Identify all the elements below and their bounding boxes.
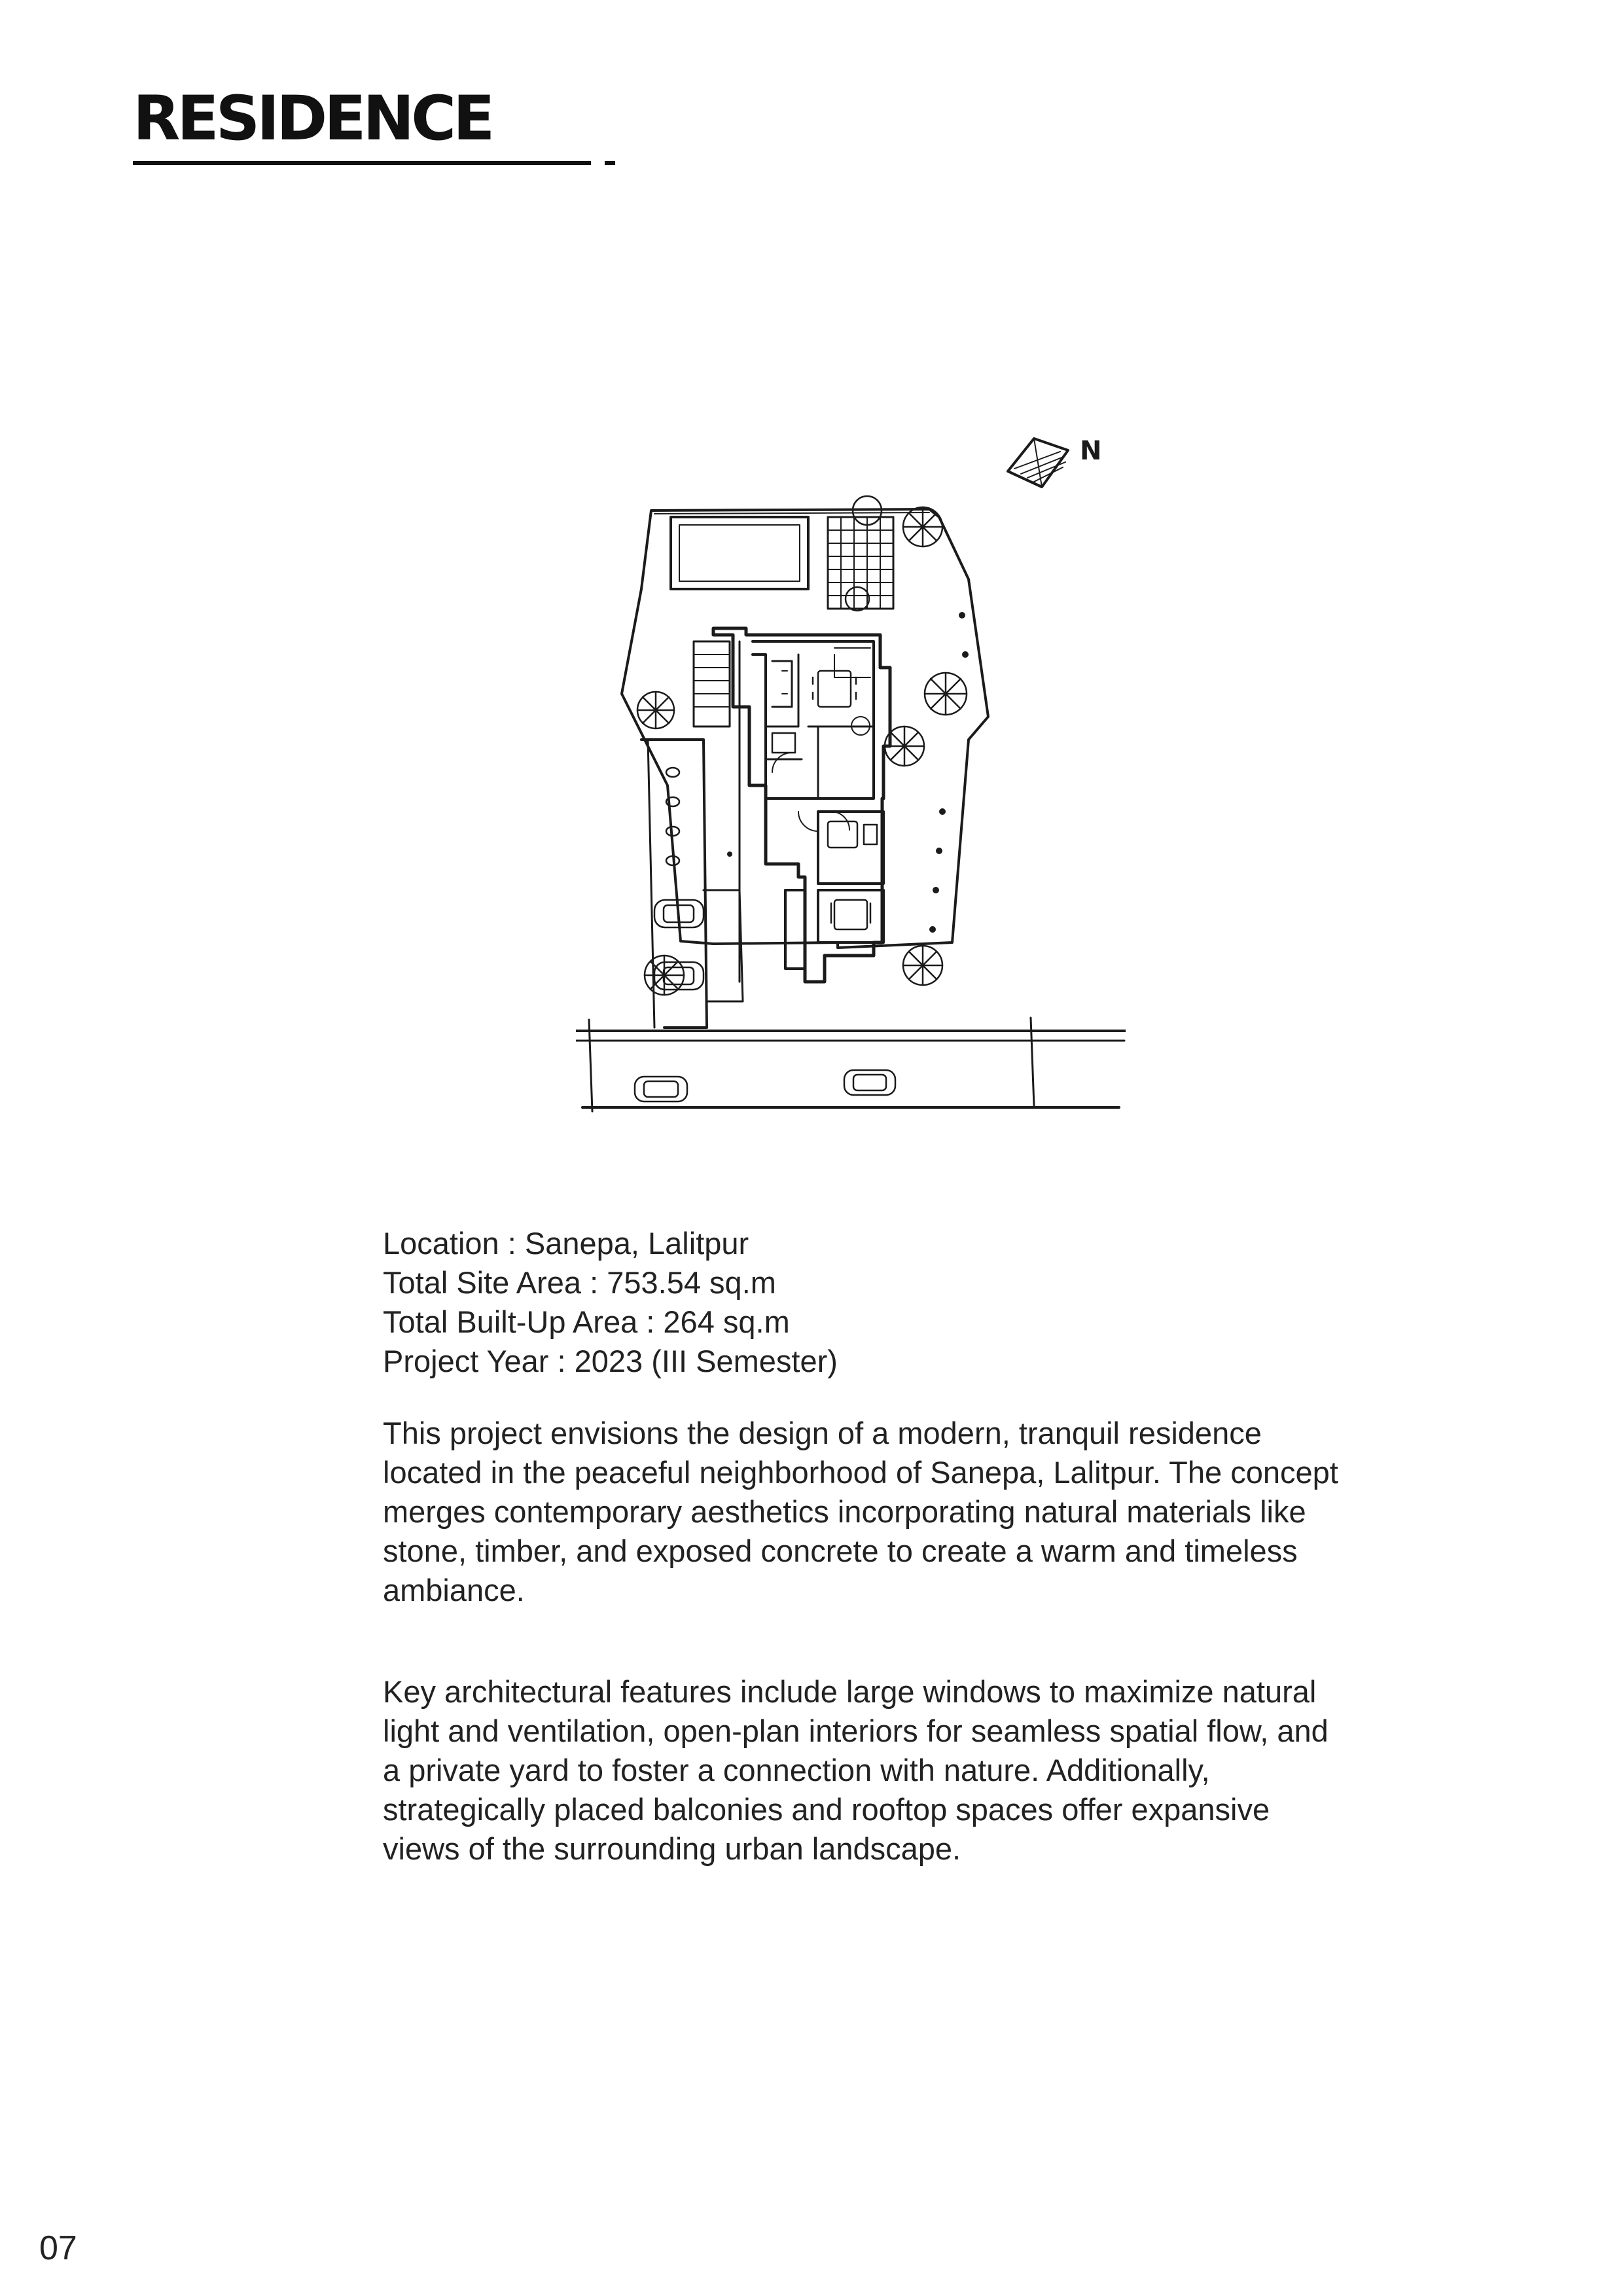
north-label: N (1080, 436, 1102, 466)
built-up-area: Total Built-Up Area : 264 sq.m (383, 1304, 790, 1339)
site-plan-sketch (576, 419, 1126, 1113)
site-area: Total Site Area : 753.54 sq.m (383, 1265, 776, 1300)
page-number: 07 (39, 2229, 77, 2267)
title-underline (133, 161, 591, 165)
north-arrow-icon (1008, 439, 1068, 487)
location: Location : Sanepa, Lalitpur (383, 1226, 749, 1261)
page-title: RESIDENCE (133, 83, 492, 154)
project-info (383, 1224, 1338, 1381)
description-paragraph-2: Key architectural features include large windows to maximize natural light and ventilation, open-plan interiors for seamless spatial flow, and a private yard to foster a connection with nature. Additionally, strategically placed balconies and rooftop spaces offer expansive views of the surrounding urban landscape. (383, 1674, 1329, 1866)
project-year: Project Year : 2023 (III Semester) (383, 1344, 838, 1378)
site-plan-drawing (576, 419, 1126, 1113)
description-paragraph-1: This project envisions the design of a modern, tranquil residence located in the peaceful neighborhood of Sanepa, Lalitpur. The concept merges contemporary aesthetics incorporating natural materials like stone, timber, and exposed concrete to create a warm and timeless ambiance. (383, 1416, 1338, 1607)
title-underline-dash (605, 161, 615, 165)
